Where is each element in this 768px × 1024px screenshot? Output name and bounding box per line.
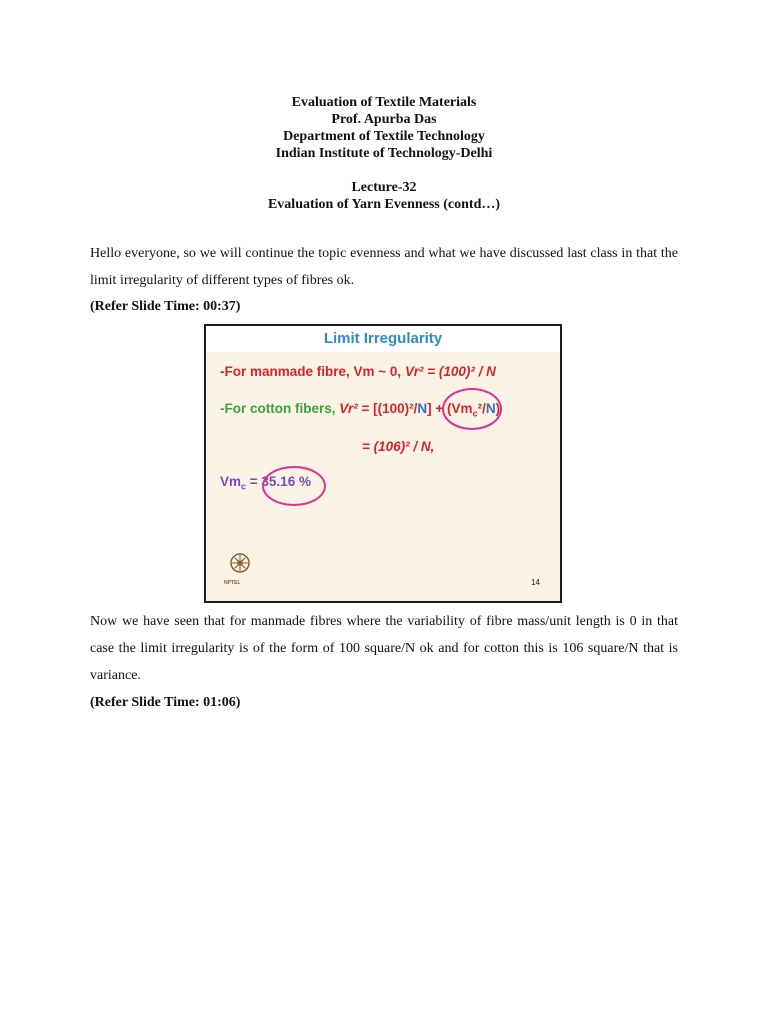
slide-page-number: 14	[531, 578, 540, 587]
paragraph-explanation: Now we have seen that for manmade fibres where the variability of fibre mass/unit length is 0 in that case the limit irregularity is of the form of 100 square/N ok and for cotton this is 106 square/N that is variance.	[90, 614, 678, 683]
cotton-formula-n2: N	[485, 401, 496, 416]
course-title: Evaluation of Textile Materials	[291, 95, 477, 110]
manmade-formula: Vr² = (100)² / N	[404, 364, 496, 379]
manmade-label: -For manmade fibre, Vm ~ 0,	[220, 364, 405, 379]
lecture-topic: Evaluation of Yarn Evenness (contd…)	[267, 197, 501, 212]
paragraph-intro: Hello everyone, so we will continue the topic evenness and what we have discussed last class in that the limit irregularity of different types of fibres ok.	[90, 246, 678, 288]
vmc-value: = 35.16 %	[246, 474, 311, 489]
cotton-formula-n1: N	[417, 401, 428, 416]
slide-reference-2: (Refer Slide Time: 01:06)	[90, 695, 241, 710]
slide-reference-1: (Refer Slide Time: 00:37)	[90, 299, 241, 314]
department-name: Department of Textile Technology	[283, 129, 485, 144]
cotton-formula-part3: ²/	[477, 401, 486, 416]
cotton-formula-part2: ] + (Vm	[427, 401, 473, 416]
lecture-slide	[204, 324, 562, 603]
vmc-sub: c	[241, 481, 247, 492]
cotton-label: -For cotton fibers,	[220, 401, 340, 416]
highlight-circle-vmc-term	[442, 388, 502, 430]
vmc-label: Vm	[220, 474, 242, 489]
professor-name: Prof. Apurba Das	[331, 112, 437, 127]
slide-line-manmade	[220, 364, 496, 379]
cotton-formula-close: )	[495, 401, 501, 416]
document-header	[0, 94, 768, 213]
nptel-logo-text: NPTEL	[224, 580, 241, 586]
cotton-formula-part1: = [(100)²/	[357, 401, 418, 416]
slide-title: Limit Irregularity	[323, 330, 443, 347]
cotton-vr: Vr²	[339, 401, 358, 416]
institute-name: Indian Institute of Technology-Delhi	[275, 146, 493, 161]
slide-line-result: = (106)² / N,	[362, 439, 435, 454]
lecture-number: Lecture-32	[351, 180, 417, 195]
highlight-circle-vmc-value	[262, 466, 326, 506]
cotton-formula-sub: c	[472, 408, 478, 419]
